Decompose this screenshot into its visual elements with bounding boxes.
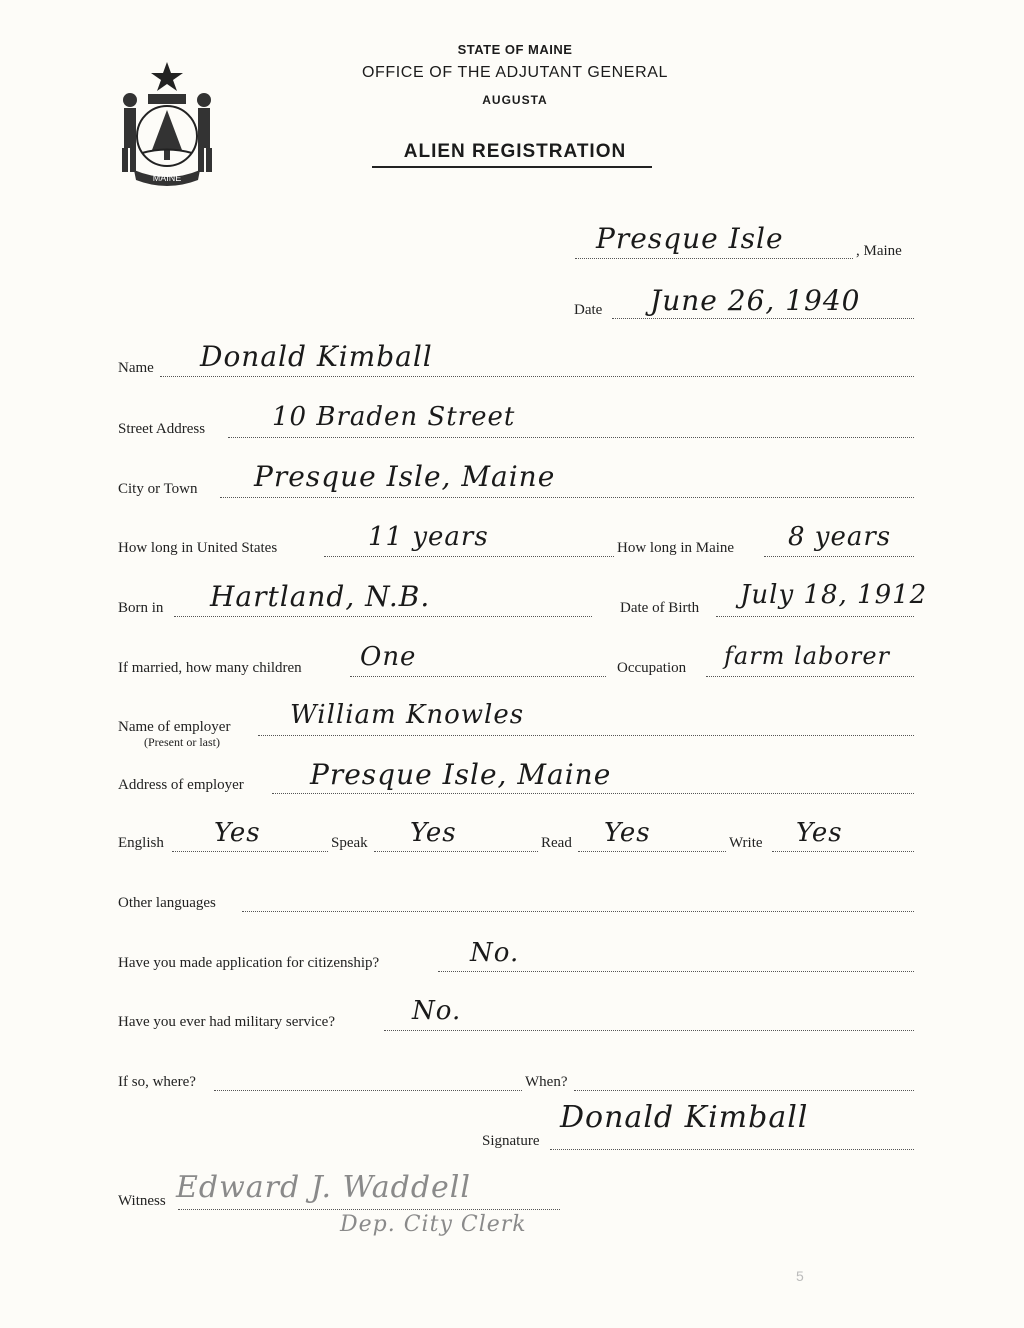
place-value: Presque Isle — [596, 222, 784, 255]
military-label: Have you ever had military service? — [118, 1014, 335, 1030]
speak-value: Yes — [410, 818, 457, 848]
children-line — [350, 676, 606, 677]
military-value: No. — [412, 996, 462, 1026]
witness-value: Edward J. Waddell — [176, 1170, 471, 1205]
where-label: If so, where? — [118, 1074, 196, 1090]
date-value: June 26, 1940 — [650, 284, 861, 317]
seal-banner-text: MAINE — [152, 173, 182, 183]
how-long-maine-label: How long in Maine — [617, 540, 735, 556]
maine-state-seal-icon — [112, 58, 222, 188]
employer-sublabel: (Present or last) — [144, 735, 220, 749]
english-line — [172, 851, 328, 852]
how-long-us-value: 11 years — [368, 522, 489, 552]
witness-label: Witness — [118, 1193, 166, 1209]
citizenship-value: No. — [470, 938, 520, 968]
employer-address-line — [272, 793, 914, 794]
stamp-number: 5 — [796, 1268, 804, 1284]
city-line — [220, 497, 914, 498]
date-label: Date — [574, 302, 603, 318]
when-label: When? — [525, 1074, 568, 1090]
date-line — [612, 318, 914, 319]
occupation-value: farm laborer — [724, 642, 890, 670]
other-languages-line — [242, 911, 914, 912]
name-label: Name — [118, 360, 154, 376]
witness-title: Dep. City Clerk — [340, 1212, 527, 1237]
street-line — [228, 437, 914, 438]
street-label: Street Address — [118, 421, 206, 437]
english-label: English — [118, 835, 164, 851]
write-value: Yes — [796, 818, 843, 848]
children-label: If married, how many children — [118, 660, 302, 676]
header-office: OFFICE OF THE ADJUTANT GENERAL — [361, 64, 669, 81]
signature-label: Signature — [482, 1133, 540, 1149]
occupation-line — [706, 676, 914, 677]
how-long-us-line — [324, 556, 614, 557]
read-value: Yes — [604, 818, 651, 848]
english-value: Yes — [214, 818, 261, 848]
signature-value: Donald Kimball — [560, 1100, 809, 1135]
children-value: One — [360, 642, 417, 672]
born-in-value: Hartland, N.B. — [210, 580, 431, 613]
how-long-maine-line — [764, 556, 914, 557]
place-line — [575, 258, 853, 259]
other-languages-label: Other languages — [118, 895, 216, 911]
employer-value: William Knowles — [290, 700, 525, 730]
born-in-line — [174, 616, 592, 617]
how-long-maine-value: 8 years — [788, 522, 892, 552]
date-of-birth-label: Date of Birth — [620, 600, 700, 616]
city-value: Presque Isle, Maine — [254, 460, 556, 493]
signature-line — [550, 1149, 914, 1150]
title-underline — [372, 166, 652, 168]
name-line — [160, 376, 914, 377]
employer-line — [258, 735, 914, 736]
header-state: STATE OF MAINE — [457, 42, 573, 57]
read-line — [578, 851, 726, 852]
employer-address-value: Presque Isle, Maine — [310, 758, 612, 791]
witness-line — [178, 1209, 560, 1210]
city-label: City or Town — [118, 481, 198, 497]
military-line — [384, 1030, 914, 1031]
name-value: Donald Kimball — [200, 340, 433, 373]
citizenship-line — [438, 971, 914, 972]
date-of-birth-line — [716, 616, 914, 617]
date-of-birth-value: July 18, 1912 — [740, 580, 928, 610]
street-value: 10 Braden Street — [272, 402, 516, 432]
citizenship-label: Have you made application for citizenship? — [118, 955, 380, 971]
where-line — [214, 1090, 522, 1091]
employer-label: Name of employer — [118, 719, 231, 735]
employer-address-label: Address of employer — [118, 777, 244, 793]
when-line — [574, 1090, 914, 1091]
occupation-label: Occupation — [617, 660, 687, 676]
header-city: AUGUSTA — [482, 93, 548, 107]
form-title: ALIEN REGISTRATION — [403, 141, 627, 162]
place-suffix: , Maine — [856, 243, 902, 259]
born-in-label: Born in — [118, 600, 164, 616]
speak-label: Speak — [331, 835, 368, 851]
speak-line — [374, 851, 538, 852]
how-long-us-label: How long in United States — [118, 540, 278, 556]
write-line — [772, 851, 914, 852]
write-label: Write — [729, 835, 763, 851]
read-label: Read — [541, 835, 572, 851]
